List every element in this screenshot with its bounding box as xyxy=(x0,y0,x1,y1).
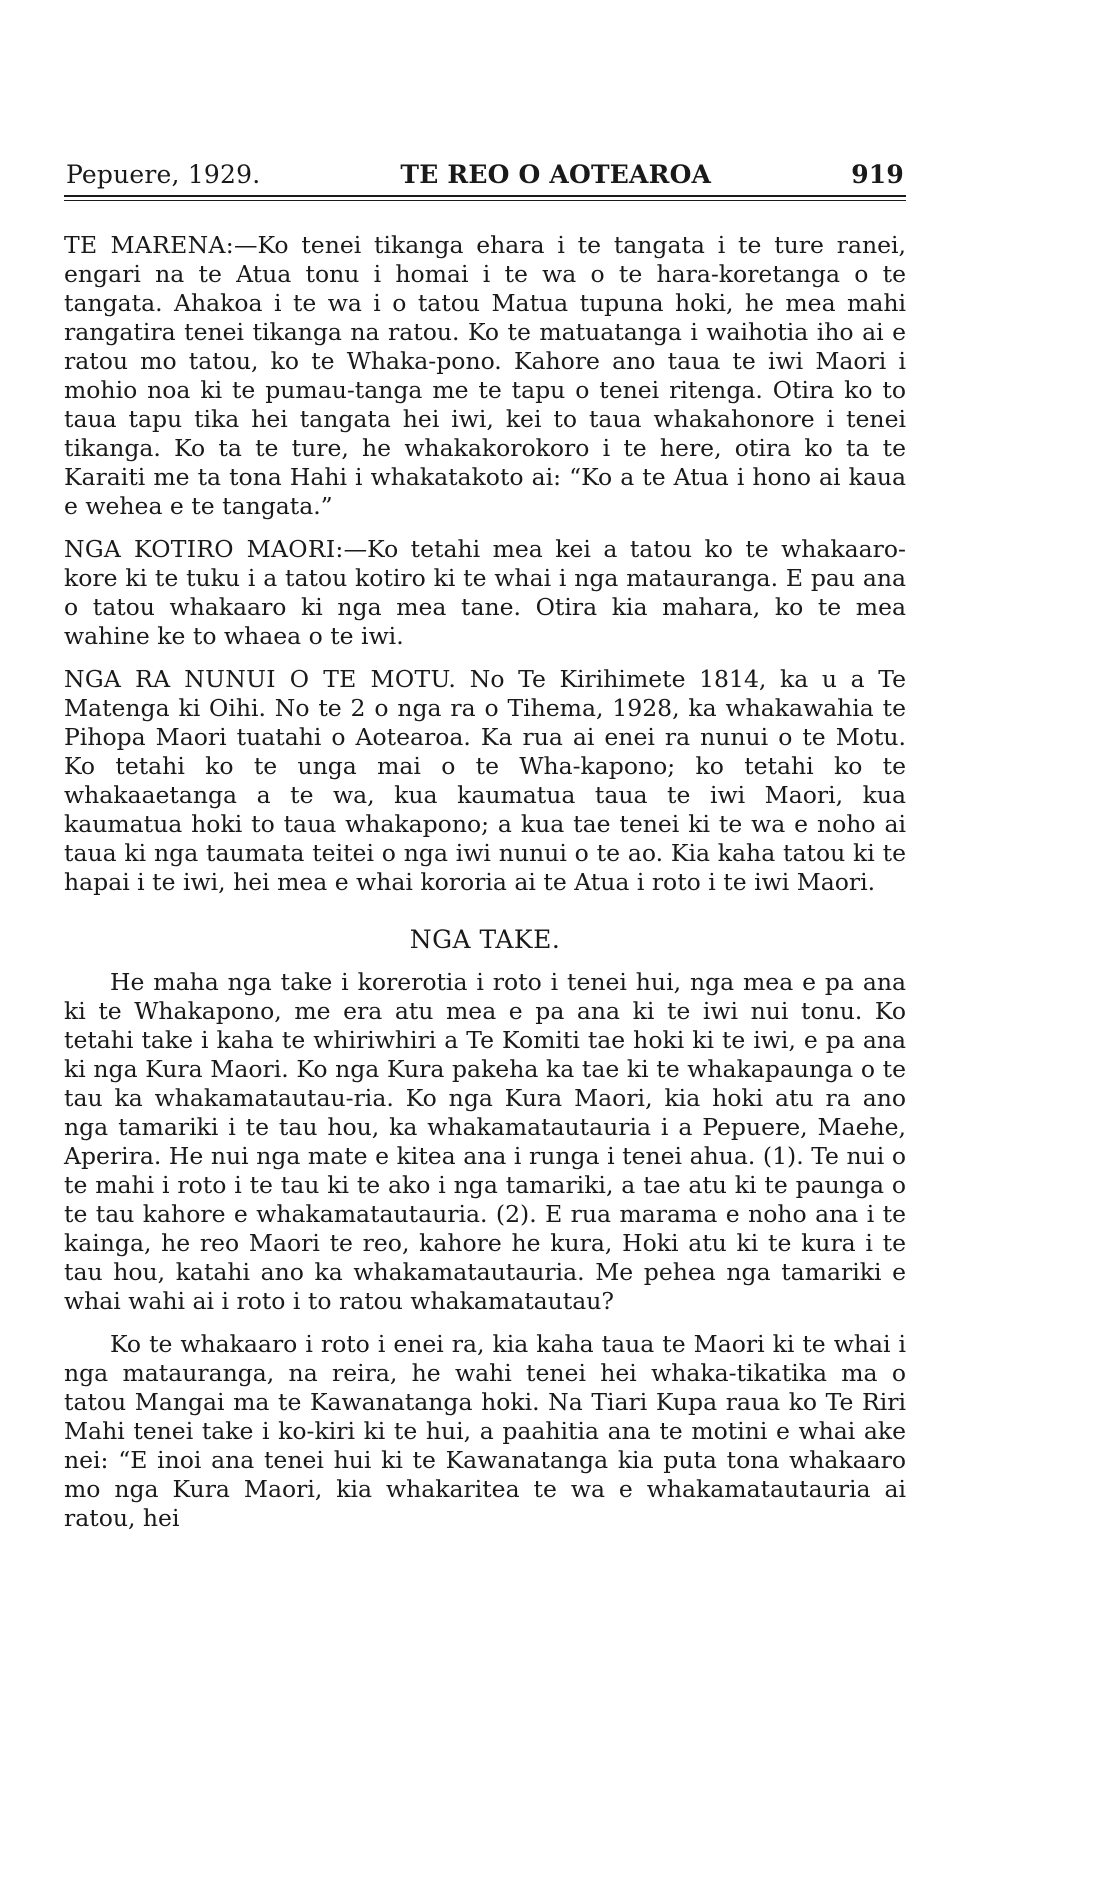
article-body xyxy=(64,231,906,1533)
header-date: Pepuere, 1929. xyxy=(66,160,261,189)
paragraph-text: —Ko tetahi mea kei a tatou ko te whakaaro-kore ki te tuku i a tatou kotiro ki te whai i nga matauranga. E pau ana o tatou whakaaro ki nga mea tane. Otira kia mahara, ko te mea wahine ke to whaea o te iwi. xyxy=(64,535,906,650)
paragraph-text: No Te Kirihimete 1814, ka u a Te Matenga ki Oihi. No te 2 o nga ra o Tihema, 1928, ka whakawahia te Pihopa Maori tuatahi o Aotearoa. Ka rua ai enei ra nunui o te Motu. Ko tetahi ko te unga mai o te Wha-kapono; ko tetahi ko te whakaaetanga a te wa, kua kaumatua taua te iwi Maori, kua kaumatua hoki to taua whakapono; a kua tae tenei ki te wa e noho ai taua ki nga taumata teitei o nga iwi nunui o te ao. Kia kaha tatou ki te hapai i te iwi, hei mea e whai kororia ai te Atua i roto i te iwi Maori. xyxy=(64,665,906,896)
paragraph-lead: NGA KOTIRO MAORI: xyxy=(64,535,344,563)
paragraph-take-1: He maha nga take i korerotia i roto i tenei hui, nga mea e pa ana ki te Whakapono, me era atu mea e pa ana ki te iwi nui tonu. Ko tetahi take i kaha te whiriwhiri a Te Komiti tae hoki ki te iwi, e pa ana ki nga Kura Maori. Ko nga Kura pakeha ka tae ki te whakapaunga o te tau ka whakamatautau-ria. Ko nga Kura Maori, kia hoki atu ra ano nga tamariki i te tau hou, ka whakamatautauria i a Pepuere, Maehe, Aperira. He nui nga mate e kitea ana i runga i tenei ahua. (1). Te nui o te mahi i roto i te tau ki te ako i nga tamariki, a tae atu ki te paunga o te tau kahore e whakamatautauria. (2). E rua marama e noho ana i te kainga, he reo Maori te reo, kahore he kura, Hoki atu ki te kura i te tau hou, katahi ano ka whakamatautauria. Me pehea nga tamariki e whai wahi ai i roto i to ratou whakamatautau? xyxy=(64,968,906,1315)
paragraph-lead: NGA RA NUNUI O TE MOTU. xyxy=(64,665,457,693)
page xyxy=(64,160,906,1547)
header-title: TE REO O AOTEAROA xyxy=(400,160,712,189)
section-heading: NGA TAKE. xyxy=(409,925,561,954)
paragraph-nga-kotiro-maori xyxy=(64,535,906,651)
running-header xyxy=(64,160,906,197)
page-number: 919 xyxy=(851,160,904,189)
paragraph-take-2: Ko te whakaaro i roto i enei ra, kia kaha taua te Maori ki te whai i nga matauranga, na reira, he wahi tenei hei whaka-tikatika ma o tatou Mangai ma te Kawanatanga hoki. Na Tiari Kupa raua ko Te Riri Mahi tenei take i ko-kiri ki te hui, a paahitia ana te motini e whai ake nei: “E inoi ana tenei hui ki te Kawanatanga kia puta tona whakaaro mo nga Kura Maori, kia whakaritea te wa e whakamatautauria ai ratou, hei xyxy=(64,1330,906,1532)
paragraph-lead: TE MARENA: xyxy=(64,231,234,259)
paragraph-te-marena xyxy=(64,231,906,521)
paragraph-text: —Ko tenei tikanga ehara i te tangata i te ture ranei, engari na te Atua tonu i homai i te wa o te hara-koretanga o te tangata. Ahakoa i te wa i o tatou Matua tupuna hoki, he mea mahi rangatira tenei tikanga na ratou. Ko te matuatanga i waihotia iho ai e ratou mo tatou, ko te Whaka-pono. Kahore ano taua te iwi Maori i mohio noa ki te pumau-tanga me te tapu o tenei ritenga. Otira ko to taua tapu tika hei tangata hei iwi, kei to taua whakahonore i tenei tikanga. Ko ta te ture, he whakakorokoro i te here, otira ko ta te Karaiti me ta tona Hahi i whakatakoto ai: “Ko a te Atua i hono ai kaua e wehea e te tangata.” xyxy=(64,231,906,520)
paragraph-nga-ra-nunui xyxy=(64,665,906,897)
